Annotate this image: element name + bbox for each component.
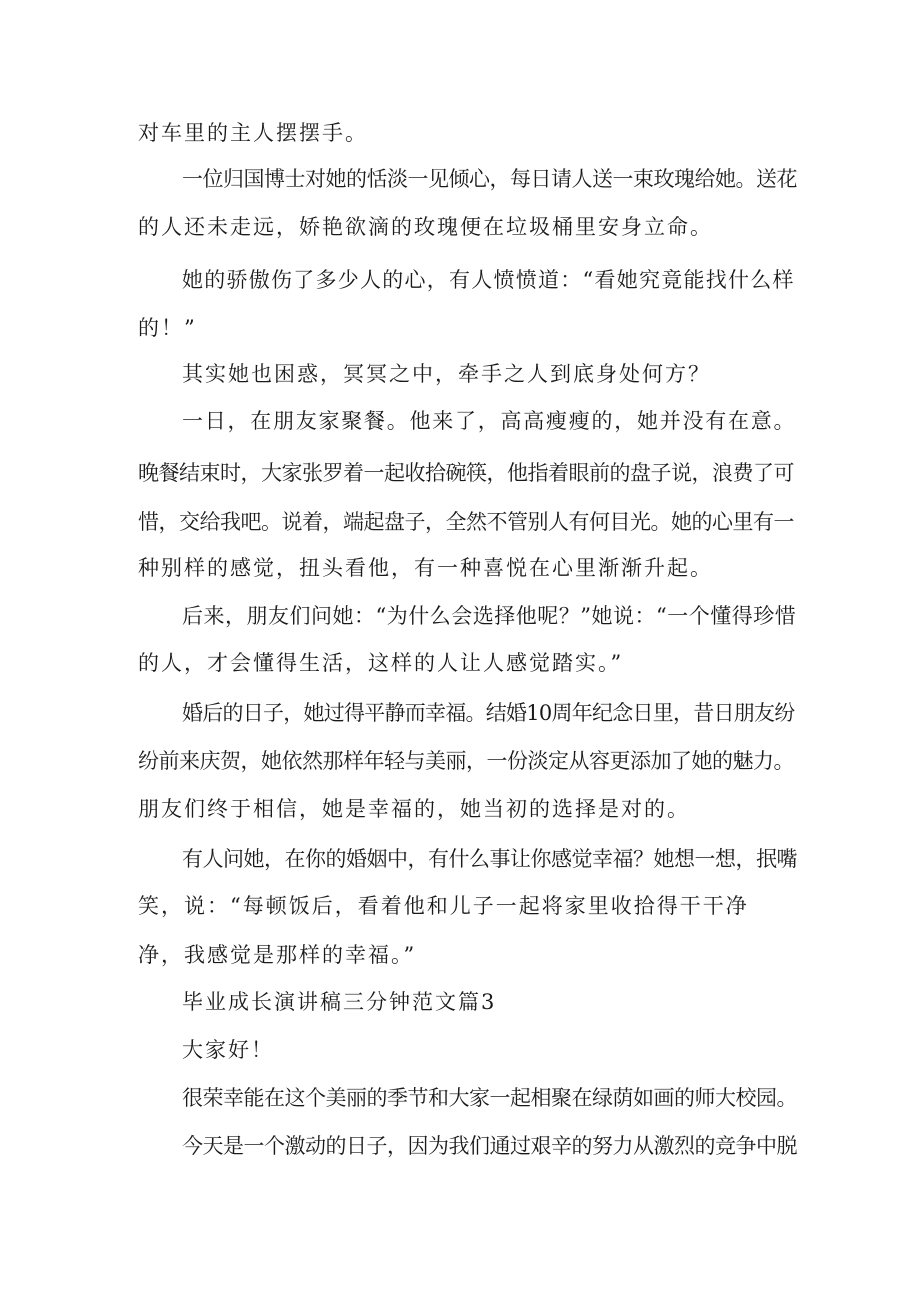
text-line: 纷前来庆贺，她依然那样年轻与美丽，一份淡定从容更添加了她的魅力。 [138, 749, 794, 773]
text-line: 有人问她，在你的婚姻中，有什么事让你感觉幸福？她想一想，抿嘴 [182, 847, 797, 871]
text-line: 对车里的主人摆摆手。 [138, 121, 368, 145]
text-line: 的人，才会懂得生活，这样的人让人感觉踏实。” [138, 651, 624, 675]
text-line: 的人还未走远，娇艳欲滴的玫瑰便在垃圾桶里安身立命。 [138, 215, 713, 239]
text-line: 其实她也困惑，冥冥之中，牵手之人到底身处何方？ [182, 362, 711, 386]
text-line: 朋友们终于相信，她是幸福的，她当初的选择是对的。 [138, 797, 690, 821]
text-line: 大家好！ [182, 1038, 274, 1062]
text-line: 晚餐结束时，大家张罗着一起收拾碗筷，他指着眼前的盘子说，浪费了可 [138, 461, 794, 485]
text-line: 婚后的日子，她过得平静而幸福。结婚10周年纪念日里，昔日朋友纷 [182, 701, 795, 725]
text-line: 今天是一个激动的日子，因为我们通过艰辛的努力从激烈的竞争中脱 [182, 1134, 797, 1158]
section-heading: 毕业成长演讲稿三分钟范文篇3 [182, 990, 497, 1014]
text-line: 她的骄傲伤了多少人的心，有人愤愤道：“看她究竟能找什么样 [182, 268, 795, 292]
text-line: 的！” [138, 316, 197, 340]
text-line: 一日，在朋友家聚餐。他来了，高高瘦瘦的，她并没有在意。 [182, 409, 797, 433]
text-line: 笑，说：“每顿饭后，看着他和儿子一起将家里收拾得干干净 [138, 894, 749, 918]
text-line: 一位归国博士对她的恬淡一见倾心，每日请人送一束玫瑰给她。送花 [182, 167, 797, 191]
text-line: 很荣幸能在这个美丽的季节和大家一起相聚在绿荫如画的师大校园。 [182, 1086, 797, 1110]
text-line: 后来，朋友们问她：“为什么会选择他呢？”她说：“一个懂得珍惜 [182, 604, 797, 628]
text-line: 净，我感觉是那样的幸福。” [138, 943, 417, 967]
text-line: 种别样的感觉，扭头看他，有一种喜悦在心里渐渐升起。 [138, 556, 713, 580]
text-line: 惜，交给我吧。说着，端起盘子，全然不管别人有何目光。她的心里有一 [138, 510, 794, 534]
